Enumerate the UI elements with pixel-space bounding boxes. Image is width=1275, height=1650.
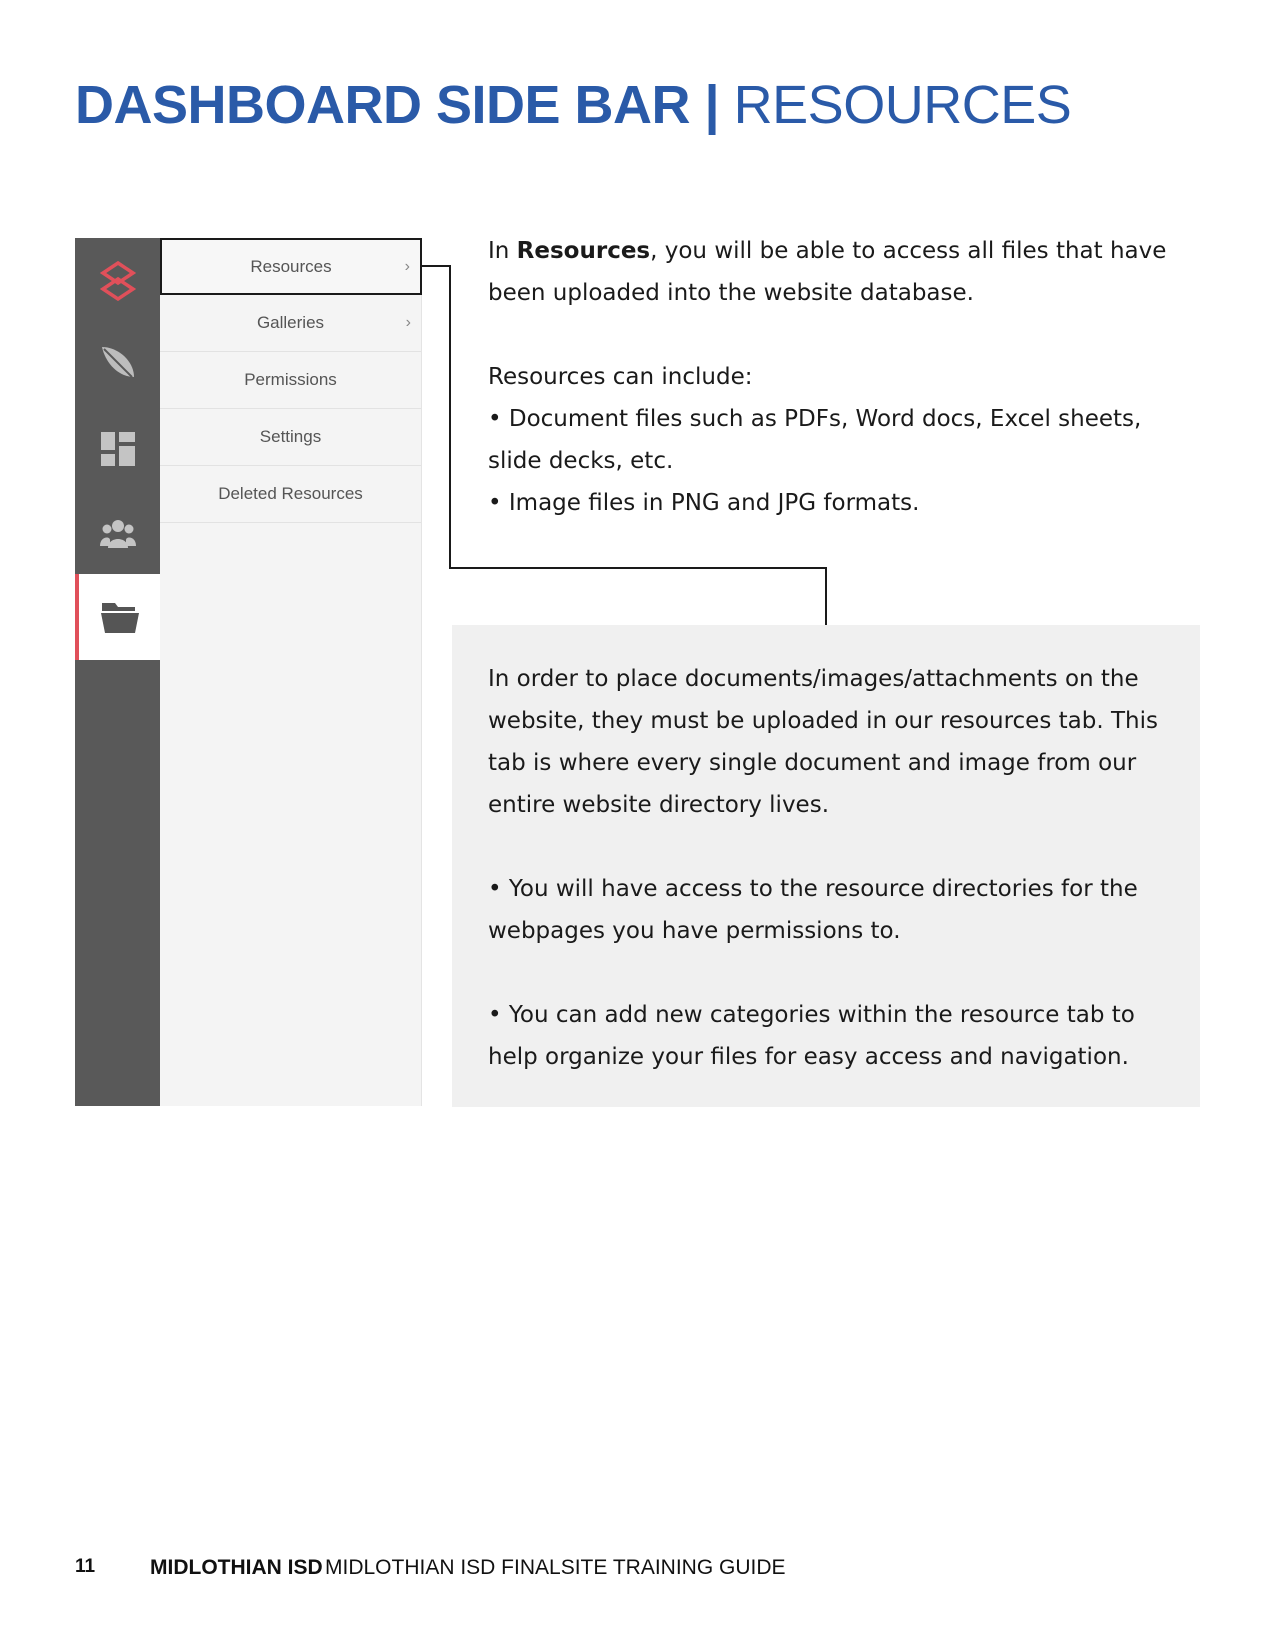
intro-bullet: • Image files in PNG and JPG formats. — [488, 490, 920, 516]
rail-content-button[interactable] — [75, 320, 160, 406]
rail-dashboard-button[interactable] — [75, 406, 160, 492]
callout-bullet: • You will have access to the resource directories for the webpages you have permissions to. — [488, 876, 1138, 944]
callout-bullet: • You can add new categories within the resource tab to help organize your files for easy access and navigation. — [488, 1002, 1135, 1070]
dashboard-icon — [101, 432, 135, 466]
intro-bullet: • Document files such as PDFs, Word docs, Excel sheets, slide decks, etc. — [488, 406, 1142, 474]
menu-item-resources[interactable] — [160, 238, 422, 295]
menu-item-label: Permissions — [244, 370, 337, 389]
intro-lead-bold: Resources — [516, 238, 651, 264]
menu-item-settings[interactable] — [160, 409, 421, 466]
page-title — [75, 72, 1071, 138]
feather-icon — [98, 343, 138, 383]
menu-item-galleries[interactable] — [160, 295, 421, 352]
menu-item-deleted-resources[interactable] — [160, 466, 421, 523]
footer-org: MIDLOTHIAN ISD — [150, 1556, 323, 1579]
rail-resources-button[interactable] — [75, 574, 160, 660]
menu-item-label: Settings — [259, 427, 322, 446]
menu-item-label: Resources — [250, 256, 332, 276]
users-icon — [100, 518, 136, 548]
page-number: 11 — [75, 1556, 96, 1577]
menu-item-permissions[interactable] — [160, 352, 421, 409]
chevron-right-icon: › — [404, 257, 410, 275]
footer-guide-title: MIDLOTHIAN ISD FINALSITE TRAINING GUIDE — [325, 1556, 786, 1579]
callout-paragraph: In order to place documents/images/attachments on the website, they must be uploaded in our resources tab. This tab is where every single document and image from our entire website directory lives. — [488, 666, 1158, 818]
connector-line — [421, 265, 451, 267]
connector-line — [449, 567, 827, 569]
folder-icon — [101, 601, 139, 633]
rail-logo-button[interactable] — [75, 238, 160, 324]
connector-line — [825, 567, 827, 625]
page-title-light: RESOURCES — [733, 75, 1072, 135]
intro-lead: In Resources, you will be able to access all files that have been uploaded into the website database. — [488, 238, 1167, 306]
include-heading: Resources can include: — [488, 364, 753, 390]
sidebar-menu-panel — [160, 238, 422, 1106]
menu-item-label: Deleted Resources — [218, 484, 363, 503]
page-title-bold: DASHBOARD SIDE BAR | — [75, 75, 720, 135]
connector-line — [449, 265, 451, 569]
menu-item-label: Galleries — [256, 313, 325, 332]
chevron-right-icon: › — [405, 314, 411, 331]
intro-text — [488, 230, 1188, 524]
rail-users-button[interactable] — [75, 490, 160, 576]
sidebar-icon-rail — [75, 238, 160, 1106]
callout-box — [452, 625, 1200, 1107]
logo-icon — [100, 261, 136, 301]
